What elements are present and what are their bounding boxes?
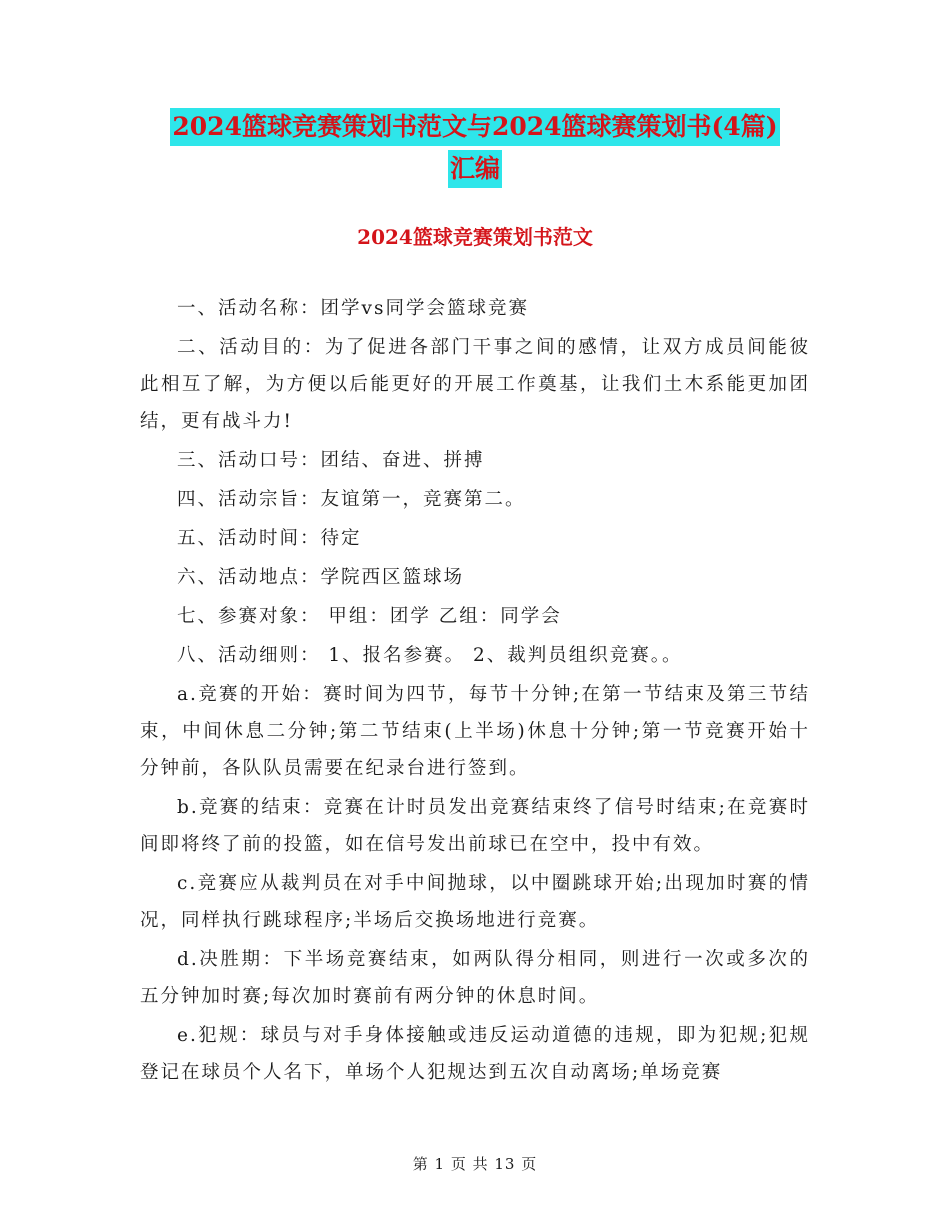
page-number-footer: 第 1 页 共 13 页 xyxy=(412,1155,538,1173)
paragraph: 一、活动名称：团学vs同学会篮球竞赛 xyxy=(177,298,529,319)
title-line-2: 汇编 xyxy=(448,150,502,188)
paragraph: 六、活动地点：学院西区篮球场 xyxy=(177,567,465,588)
paragraph: 四、活动宗旨：友谊第一，竞赛第二。 xyxy=(177,489,526,510)
paragraph: 三、活动口号：团结、奋进、拼搏 xyxy=(177,450,485,471)
paragraph: d.决胜期：下半场竞赛结束，如两队得分相同，则进行一次或多次的五分钟加时赛;每次加时赛前有两分钟的休息时间。 xyxy=(140,949,810,1007)
paragraph: b.竞赛的结束：竞赛在计时员发出竞赛结束终了信号时结束;在竞赛时间即将终了前的投篮，如在信号发出前球已在空中，投中有效。 xyxy=(140,797,810,855)
document-body xyxy=(140,290,810,1093)
paragraph: 七、参赛对象： 甲组：团学 乙组：同学会 xyxy=(177,606,562,627)
document-title xyxy=(140,108,810,188)
paragraph: 二、活动目的：为了促进各部门干事之间的感情，让双方成员间能彼此相互了解，为方便以后能更好的开展工作奠基，让我们土木系能更加团结，更有战斗力! xyxy=(140,337,810,432)
paragraph: a.竞赛的开始：赛时间为四节，每节十分钟;在第一节结束及第三节结束，中间休息二分钟;第二节结束(上半场)休息十分钟;第一节竞赛开始十分钟前，各队队员需要在纪录台进行签到。 xyxy=(140,684,810,779)
paragraph: 八、活动细则： 1、报名参赛。 2、裁判员组织竞赛。。 xyxy=(177,645,683,666)
paragraph: c.竞赛应从裁判员在对手中间抛球，以中圈跳球开始;出现加时赛的情况，同样执行跳球程序;半场后交换场地进行竞赛。 xyxy=(140,873,810,931)
paragraph: e.犯规：球员与对手身体接触或违反运动道德的违规，即为犯规;犯规登记在球员个人名下，单场个人犯规达到五次自动离场;单场竞赛 xyxy=(140,1025,810,1083)
paragraph: 五、活动时间：待定 xyxy=(177,528,362,549)
section-subtitle: 2024篮球竞赛策划书范文 xyxy=(357,225,593,249)
title-line-1: 2024篮球竞赛策划书范文与2024篮球赛策划书(4篇) xyxy=(170,108,779,146)
